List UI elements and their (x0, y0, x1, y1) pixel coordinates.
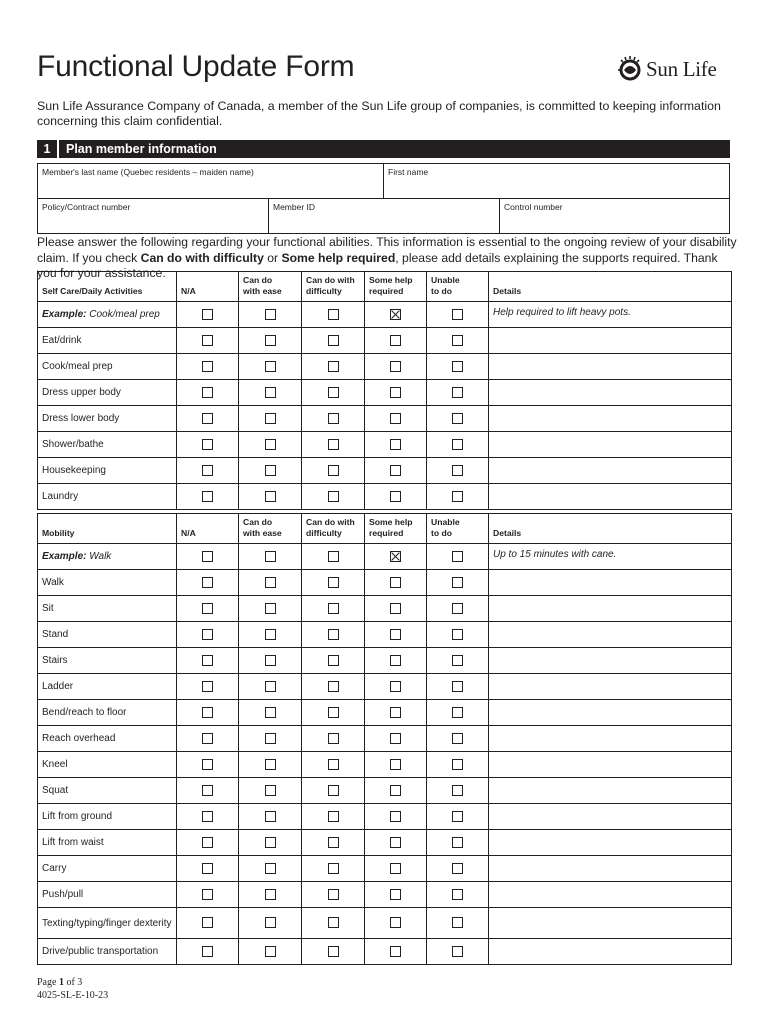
checkbox-difficulty[interactable] (328, 603, 339, 614)
checkbox-unable[interactable] (452, 309, 463, 320)
checkbox-difficulty[interactable] (328, 577, 339, 588)
checkbox-with-ease[interactable] (265, 733, 276, 744)
activity-row (38, 804, 732, 830)
checkbox-help-checked[interactable] (390, 309, 401, 320)
checkbox-na[interactable] (202, 681, 213, 692)
checkbox-unable[interactable] (452, 759, 463, 770)
checkbox-difficulty[interactable] (328, 733, 339, 744)
activity-row (38, 432, 732, 458)
checkbox-na[interactable] (202, 551, 213, 562)
checkbox-unable[interactable] (452, 733, 463, 744)
activity-row (38, 908, 732, 939)
activity-label: Drive/public transportation (38, 939, 177, 965)
mobility-heading: Mobility (38, 514, 177, 544)
checkbox-na[interactable] (202, 863, 213, 874)
checkbox-difficulty[interactable] (328, 335, 339, 346)
activity-row (38, 484, 732, 510)
checkbox-with-ease[interactable] (265, 889, 276, 900)
activity-label: Sit (38, 596, 177, 622)
col-unable: Unable to do (427, 514, 489, 544)
details-input[interactable] (489, 648, 732, 674)
checkbox-help[interactable] (390, 707, 401, 718)
checkbox-na[interactable] (202, 309, 213, 320)
checkbox-unable[interactable] (452, 629, 463, 640)
activity-label: Kneel (38, 752, 177, 778)
checkbox-help[interactable] (390, 629, 401, 640)
example-row (38, 544, 732, 570)
checkbox-help[interactable] (390, 681, 401, 692)
sun-icon (617, 54, 643, 84)
activity-row (38, 406, 732, 432)
details-input[interactable] (489, 484, 732, 510)
activity-label: Stand (38, 622, 177, 648)
checkbox-unable[interactable] (452, 603, 463, 614)
checkbox-help[interactable] (390, 863, 401, 874)
checkbox-with-ease[interactable] (265, 655, 276, 666)
checkbox-difficulty[interactable] (328, 361, 339, 372)
checkbox-na[interactable] (202, 387, 213, 398)
checkbox-with-ease[interactable] (265, 707, 276, 718)
self-care-table (37, 271, 732, 510)
details-input[interactable] (489, 856, 732, 882)
checkbox-help[interactable] (390, 413, 401, 424)
activity-label: Stairs (38, 648, 177, 674)
details-input[interactable] (489, 622, 732, 648)
checkbox-unable[interactable] (452, 889, 463, 900)
form-code: 4025-SL-E-10-23 (37, 990, 109, 1001)
checkbox-help[interactable] (390, 577, 401, 588)
checkbox-na[interactable] (202, 759, 213, 770)
checkbox-with-ease[interactable] (265, 681, 276, 692)
activity-row (38, 700, 732, 726)
checkbox-na[interactable] (202, 465, 213, 476)
activity-row (38, 830, 732, 856)
checkbox-na[interactable] (202, 733, 213, 744)
checkbox-difficulty[interactable] (328, 681, 339, 692)
activity-label: Cook/meal prep (38, 354, 177, 380)
col-with-ease: Can do with ease (239, 272, 302, 302)
checkbox-with-ease[interactable] (265, 629, 276, 640)
policy-number-field[interactable] (38, 199, 269, 233)
activity-label: Squat (38, 778, 177, 804)
mobility-table (37, 513, 732, 965)
checkbox-unable[interactable] (452, 946, 463, 957)
checkbox-help[interactable] (390, 439, 401, 450)
checkbox-difficulty[interactable] (328, 889, 339, 900)
example-details: Up to 15 minutes with cane. (489, 544, 732, 570)
details-input[interactable] (489, 570, 732, 596)
activity-label: Eat/drink (38, 328, 177, 354)
details-input[interactable] (489, 778, 732, 804)
activity-label: Dress upper body (38, 380, 177, 406)
checkbox-na[interactable] (202, 603, 213, 614)
section-title: Plan member information (66, 142, 217, 156)
first-name-field[interactable] (384, 164, 729, 198)
checkbox-unable[interactable] (452, 491, 463, 502)
checkbox-unable[interactable] (452, 335, 463, 346)
activity-label: Lift from ground (38, 804, 177, 830)
activity-label: Walk (38, 570, 177, 596)
activity-label: Ladder (38, 674, 177, 700)
activity-row (38, 622, 732, 648)
checkbox-with-ease[interactable] (265, 603, 276, 614)
activity-row (38, 458, 732, 484)
checkbox-with-ease[interactable] (265, 335, 276, 346)
activity-label: Shower/bathe (38, 432, 177, 458)
control-number-field[interactable] (500, 199, 729, 233)
checkbox-help[interactable] (390, 335, 401, 346)
activity-row (38, 726, 732, 752)
control-number-label: Control number (504, 202, 563, 212)
checkbox-with-ease[interactable] (265, 551, 276, 562)
checkbox-with-ease[interactable] (265, 465, 276, 476)
checkbox-na[interactable] (202, 413, 213, 424)
checkbox-difficulty[interactable] (328, 707, 339, 718)
activity-row (38, 380, 732, 406)
activity-label: Push/pull (38, 882, 177, 908)
checkbox-na[interactable] (202, 889, 213, 900)
checkbox-difficulty[interactable] (328, 629, 339, 640)
checkbox-with-ease[interactable] (265, 413, 276, 424)
details-input[interactable] (489, 830, 732, 856)
example-label: Example: Cook/meal prep (38, 302, 177, 328)
col-help: Some help required (365, 272, 427, 302)
details-input[interactable] (489, 354, 732, 380)
checkbox-unable[interactable] (452, 413, 463, 424)
checkbox-help[interactable] (390, 491, 401, 502)
checkbox-help[interactable] (390, 837, 401, 848)
checkbox-difficulty[interactable] (328, 309, 339, 320)
details-input[interactable] (489, 432, 732, 458)
checkbox-with-ease[interactable] (265, 837, 276, 848)
footer (37, 976, 108, 1002)
details-input[interactable] (489, 406, 732, 432)
details-input[interactable] (489, 939, 732, 965)
checkbox-unable[interactable] (452, 551, 463, 562)
checkbox-with-ease[interactable] (265, 387, 276, 398)
activity-row (38, 778, 732, 804)
checkbox-na[interactable] (202, 785, 213, 796)
col-difficulty: Can do with difficulty (302, 514, 365, 544)
checkbox-na[interactable] (202, 917, 213, 928)
section-number: 1 (37, 140, 59, 158)
checkbox-difficulty[interactable] (328, 439, 339, 450)
checkbox-na[interactable] (202, 335, 213, 346)
activity-label: Texting/typing/finger dexterity (38, 908, 177, 939)
checkbox-na[interactable] (202, 439, 213, 450)
checkbox-difficulty[interactable] (328, 551, 339, 562)
col-details: Details (489, 514, 732, 544)
activity-row (38, 674, 732, 700)
activity-label: Bend/reach to floor (38, 700, 177, 726)
first-name-label: First name (388, 167, 429, 177)
checkbox-difficulty[interactable] (328, 863, 339, 874)
col-na: N/A (177, 272, 239, 302)
details-input[interactable] (489, 726, 732, 752)
checkbox-difficulty[interactable] (328, 917, 339, 928)
example-row (38, 302, 732, 328)
checkbox-help[interactable] (390, 946, 401, 957)
details-input[interactable] (489, 752, 732, 778)
checkbox-unable[interactable] (452, 863, 463, 874)
checkbox-help[interactable] (390, 917, 401, 928)
checkbox-help[interactable] (390, 465, 401, 476)
checkbox-na[interactable] (202, 707, 213, 718)
checkbox-difficulty[interactable] (328, 759, 339, 770)
details-input[interactable] (489, 328, 732, 354)
policy-number-label: Policy/Contract number (42, 202, 131, 212)
activity-label: Reach overhead (38, 726, 177, 752)
details-input[interactable] (489, 804, 732, 830)
intro-text: Sun Life Assurance Company of Canada, a member of the Sun Life group of companies, is committed to keeping information concerning this claim confidential. (37, 99, 721, 128)
activity-row (38, 328, 732, 354)
instructions-text: Please answer the following regarding your functional abilities. This information is essential to the ongoing review of your disability claim. If you check Can do with difficulty or Some help required, please add details explaining the supports required. Thank you for your assistance. (37, 235, 737, 280)
checkbox-help[interactable] (390, 759, 401, 770)
checkbox-help[interactable] (390, 811, 401, 822)
page-indicator: Page 1 of 3 (37, 977, 83, 988)
details-input[interactable] (489, 380, 732, 406)
last-name-label: Member's last name (Quebec residents – maiden name) (42, 167, 254, 177)
checkbox-unable[interactable] (452, 837, 463, 848)
activity-row (38, 882, 732, 908)
example-details: Help required to lift heavy pots. (489, 302, 732, 328)
checkbox-help[interactable] (390, 889, 401, 900)
checkbox-with-ease[interactable] (265, 439, 276, 450)
checkbox-help[interactable] (390, 603, 401, 614)
section-header (37, 140, 730, 158)
activity-row (38, 648, 732, 674)
member-id-label: Member ID (273, 202, 316, 212)
checkbox-with-ease[interactable] (265, 491, 276, 502)
activity-label: Dress lower body (38, 406, 177, 432)
member-info-grid (37, 163, 730, 234)
col-na: N/A (177, 514, 239, 544)
checkbox-na[interactable] (202, 361, 213, 372)
checkbox-unable[interactable] (452, 917, 463, 928)
col-with-ease: Can do with ease (239, 514, 302, 544)
activity-label: Housekeeping (38, 458, 177, 484)
col-help: Some help required (365, 514, 427, 544)
checkbox-na[interactable] (202, 837, 213, 848)
activity-row (38, 752, 732, 778)
member-id-field[interactable] (269, 199, 500, 233)
checkbox-na[interactable] (202, 577, 213, 588)
details-input[interactable] (489, 882, 732, 908)
checkbox-with-ease[interactable] (265, 946, 276, 957)
self-care-heading: Self Care/Daily Activities (38, 272, 177, 302)
checkbox-na[interactable] (202, 491, 213, 502)
checkbox-difficulty[interactable] (328, 785, 339, 796)
activity-row (38, 939, 732, 965)
activity-row (38, 856, 732, 882)
sun-life-logo (617, 54, 717, 84)
logo-text: Sun Life (646, 56, 717, 81)
checkbox-unable[interactable] (452, 785, 463, 796)
col-difficulty: Can do with difficulty (302, 272, 365, 302)
checkbox-na[interactable] (202, 629, 213, 640)
details-input[interactable] (489, 458, 732, 484)
details-input[interactable] (489, 908, 732, 939)
checkbox-na[interactable] (202, 946, 213, 957)
checkbox-unable[interactable] (452, 707, 463, 718)
checkbox-difficulty[interactable] (328, 413, 339, 424)
checkbox-difficulty[interactable] (328, 387, 339, 398)
checkbox-help[interactable] (390, 361, 401, 372)
checkbox-with-ease[interactable] (265, 785, 276, 796)
checkbox-difficulty[interactable] (328, 465, 339, 476)
checkbox-na[interactable] (202, 655, 213, 666)
checkbox-unable[interactable] (452, 387, 463, 398)
checkbox-unable[interactable] (452, 577, 463, 588)
example-label: Example: Walk (38, 544, 177, 570)
checkbox-unable[interactable] (452, 465, 463, 476)
checkbox-difficulty[interactable] (328, 811, 339, 822)
last-name-field[interactable] (38, 164, 384, 198)
checkbox-help[interactable] (390, 655, 401, 666)
activity-label: Lift from waist (38, 830, 177, 856)
checkbox-help[interactable] (390, 785, 401, 796)
checkbox-difficulty[interactable] (328, 491, 339, 502)
activity-label: Laundry (38, 484, 177, 510)
checkbox-unable[interactable] (452, 811, 463, 822)
checkbox-unable[interactable] (452, 681, 463, 692)
col-unable: Unable to do (427, 272, 489, 302)
checkbox-help[interactable] (390, 387, 401, 398)
activity-row (38, 570, 732, 596)
checkbox-with-ease[interactable] (265, 863, 276, 874)
checkbox-with-ease[interactable] (265, 361, 276, 372)
checkbox-help[interactable] (390, 733, 401, 744)
checkbox-help-checked[interactable] (390, 551, 401, 562)
checkbox-difficulty[interactable] (328, 837, 339, 848)
checkbox-unable[interactable] (452, 655, 463, 666)
checkbox-with-ease[interactable] (265, 577, 276, 588)
form-title: Functional Update Form (37, 50, 355, 83)
checkbox-with-ease[interactable] (265, 759, 276, 770)
activity-row (38, 596, 732, 622)
checkbox-with-ease[interactable] (265, 309, 276, 320)
checkbox-difficulty[interactable] (328, 655, 339, 666)
checkbox-unable[interactable] (452, 439, 463, 450)
activity-label: Carry (38, 856, 177, 882)
details-input[interactable] (489, 596, 732, 622)
details-input[interactable] (489, 700, 732, 726)
details-input[interactable] (489, 674, 732, 700)
col-details: Details (489, 272, 732, 302)
checkbox-na[interactable] (202, 811, 213, 822)
checkbox-difficulty[interactable] (328, 946, 339, 957)
checkbox-with-ease[interactable] (265, 917, 276, 928)
checkbox-unable[interactable] (452, 361, 463, 372)
checkbox-with-ease[interactable] (265, 811, 276, 822)
activity-row (38, 354, 732, 380)
